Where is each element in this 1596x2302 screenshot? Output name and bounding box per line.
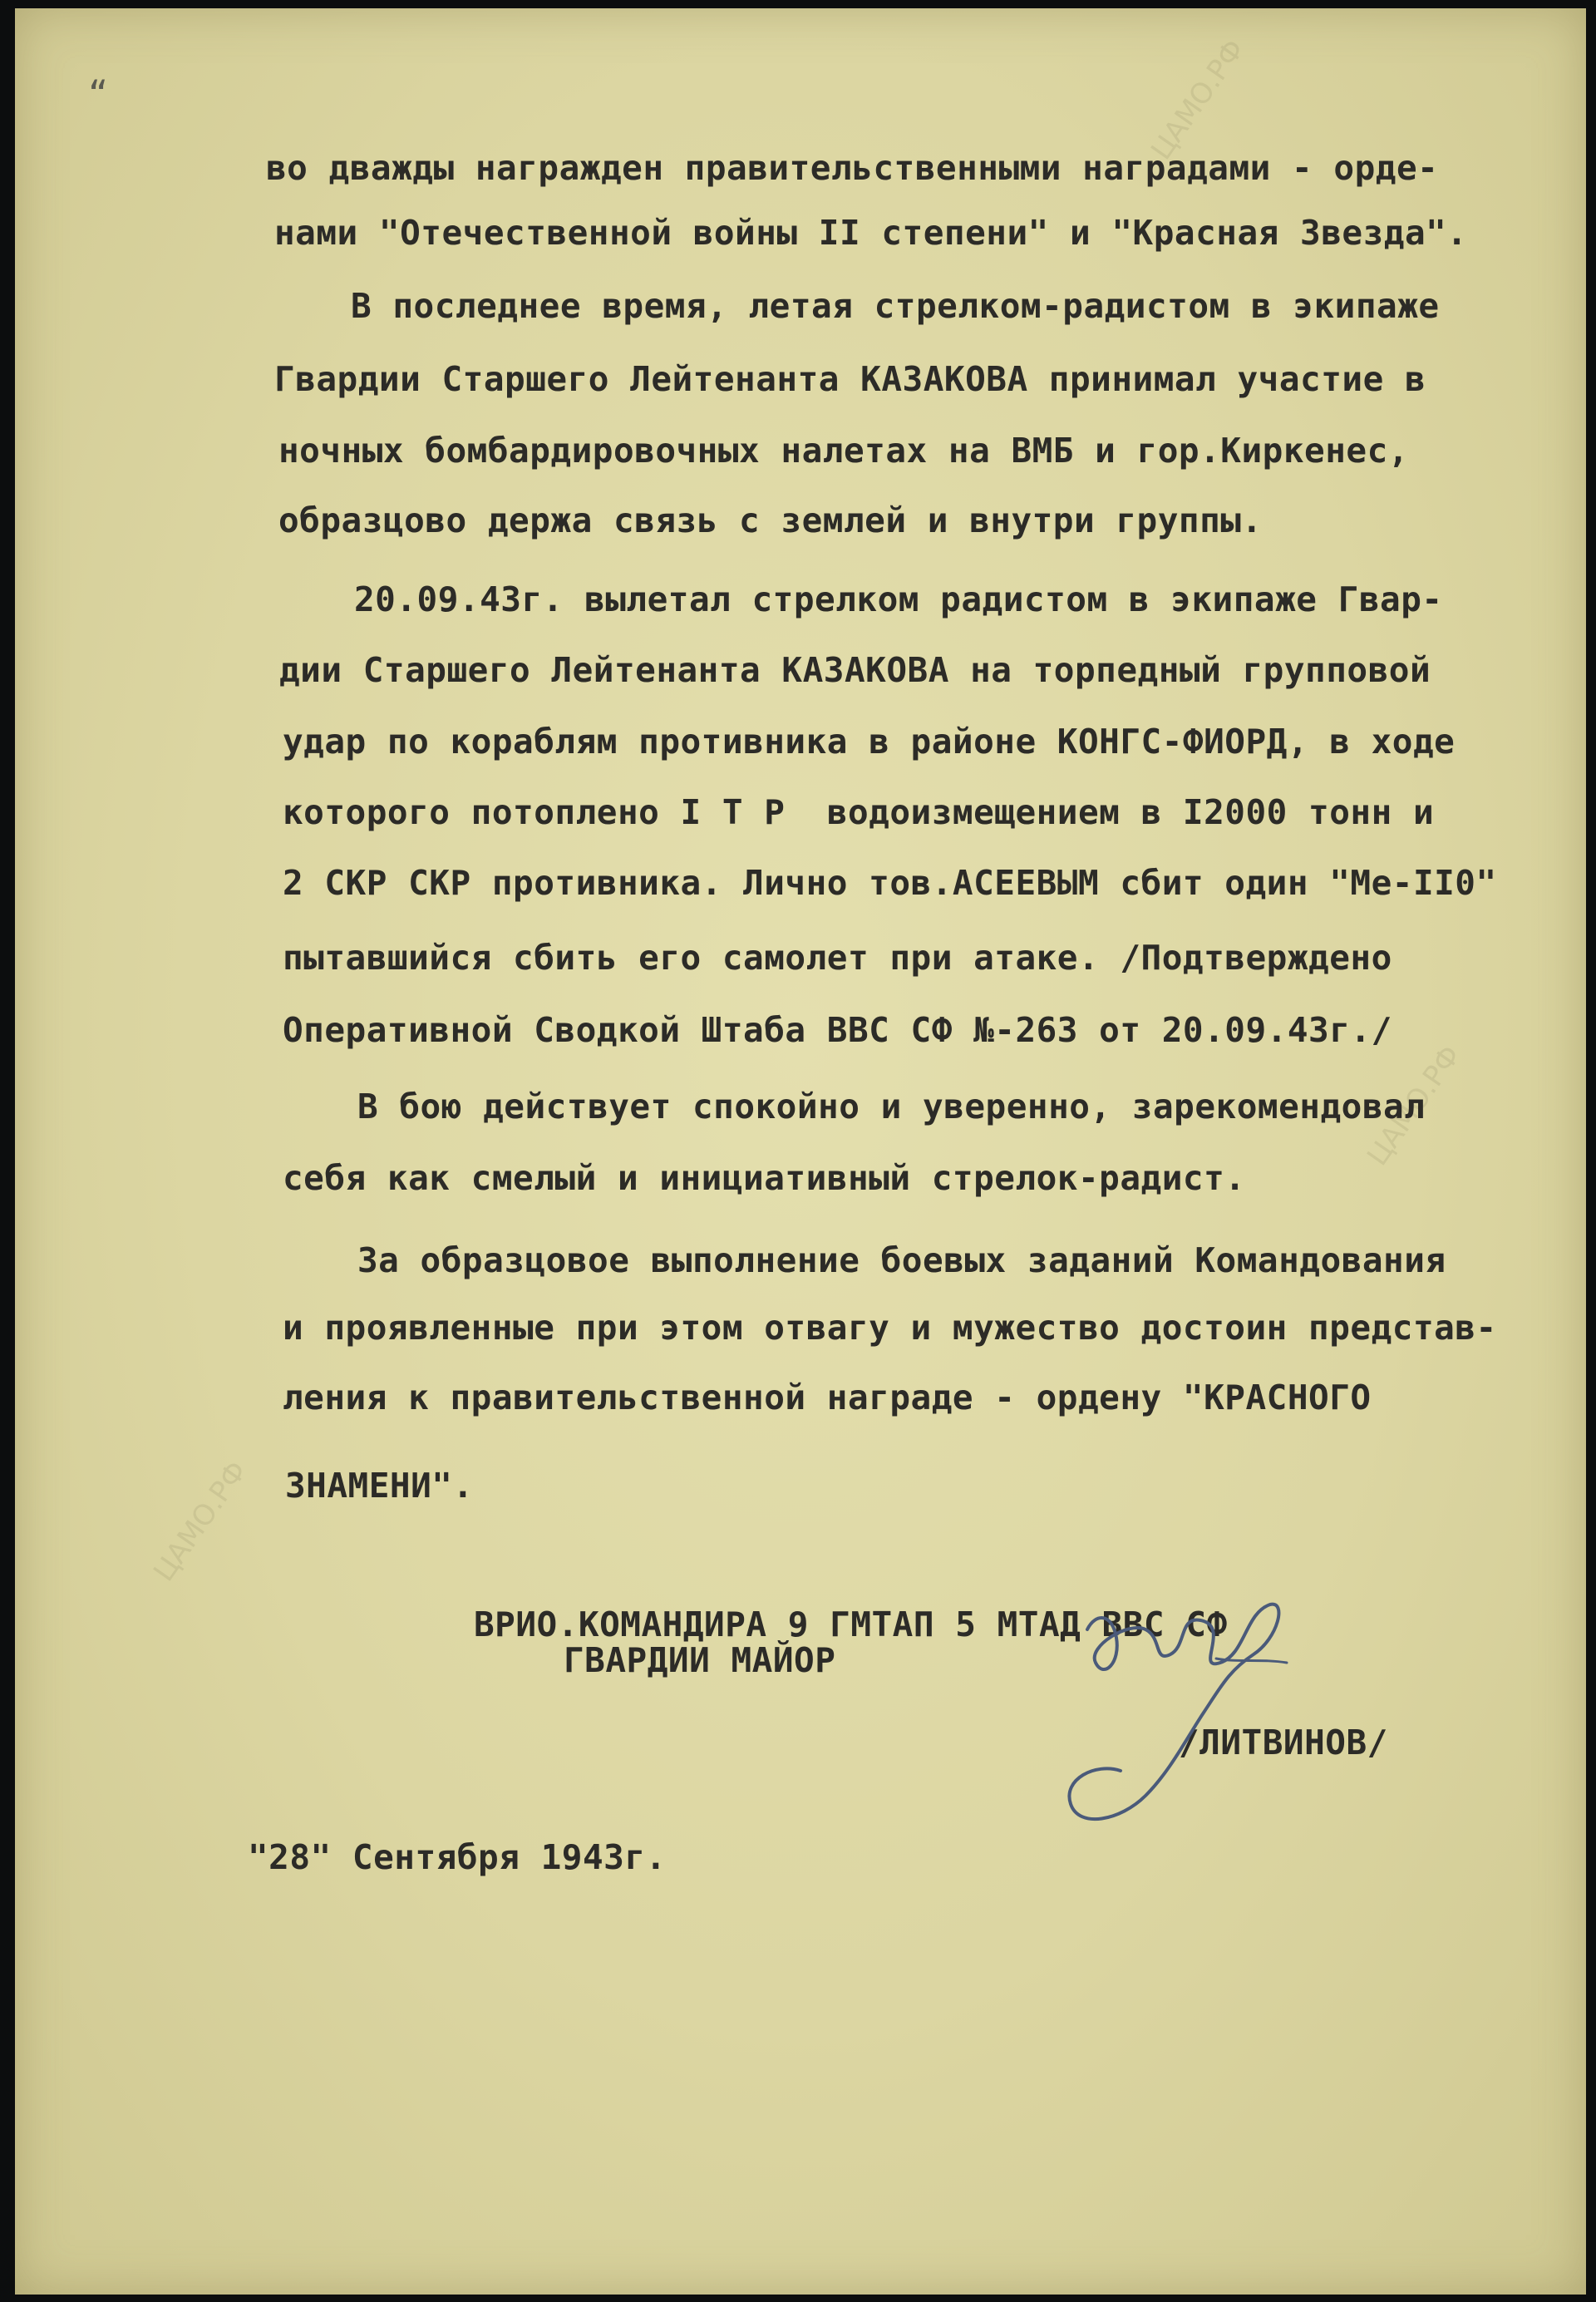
body-line: удар по кораблям противника в районе КОНГС-ФИОРД, в ходе <box>283 722 1456 762</box>
body-line: которого потоплено I Т Р водоизмещением в I2000 тонн и <box>283 792 1435 832</box>
handwritten-signature <box>1037 1580 1337 1862</box>
body-line: Оперативной Сводкой Штаба ВВС СФ №-263 от 20.09.43г./ <box>283 1010 1392 1050</box>
body-line: образцово держа связь с землей и внутри группы. <box>278 500 1263 540</box>
body-line: ления к правительственной награде - ордену "КРАСНОГО <box>283 1378 1372 1417</box>
signatory-name: /ЛИТВИНОВ/ <box>1179 1723 1388 1762</box>
corner-mark: “ <box>88 75 109 113</box>
body-line: Гвардии Старшего Лейтенанта КАЗАКОВА принимал участие в <box>274 359 1426 399</box>
watermark: ЦАМО.РФ <box>1361 1039 1468 1172</box>
body-line: пытавшийся сбить его самолет при атаке. /Подтверждено <box>283 938 1392 978</box>
body-line: себя как смелый и инициативный стрелок-радист. <box>283 1158 1246 1198</box>
body-line: За образцовое выполнение боевых заданий Командования <box>357 1240 1446 1280</box>
body-line: ЗНАМЕНИ". <box>285 1466 474 1506</box>
body-line: ночных бомбардировочных налетах на ВМБ и гор.Киркенес, <box>278 431 1409 471</box>
body-line: 2 СКР СКР противника. Лично тов.АСЕЕВЫМ сбит один "Ме-II0" <box>283 863 1497 903</box>
body-line: В последнее время, летая стрелком-радистом в экипаже <box>351 286 1440 326</box>
watermark: ЦАМО.РФ <box>1145 33 1252 166</box>
body-line: дии Старшего Лейтенанта КАЗАКОВА на торпедный групповой <box>279 650 1431 690</box>
signatory-position: ВРИО.КОМАНДИРА 9 ГМТАП 5 МТАД ВВС СФ <box>474 1604 1228 1644</box>
body-line: и проявленные при этом отвагу и мужество достоин представ- <box>283 1308 1497 1348</box>
watermark: ЦАМО.РФ <box>147 1455 254 1588</box>
signatory-rank: ГВАРДИИ МАЙОР <box>564 1640 836 1680</box>
body-line: нами "Отечественной войны II степени" и "Красная Звезда". <box>274 213 1468 253</box>
body-line: во дважды награжден правительственными наградами - орде- <box>266 148 1439 188</box>
document-page <box>15 8 1586 2295</box>
body-line: 20.09.43г. вылетал стрелком радистом в экипаже Гвар- <box>354 579 1443 619</box>
body-line: В бою действует спокойно и уверенно, зарекомендовал <box>357 1087 1426 1126</box>
document-date: "28" Сентября 1943г. <box>248 1837 667 1877</box>
